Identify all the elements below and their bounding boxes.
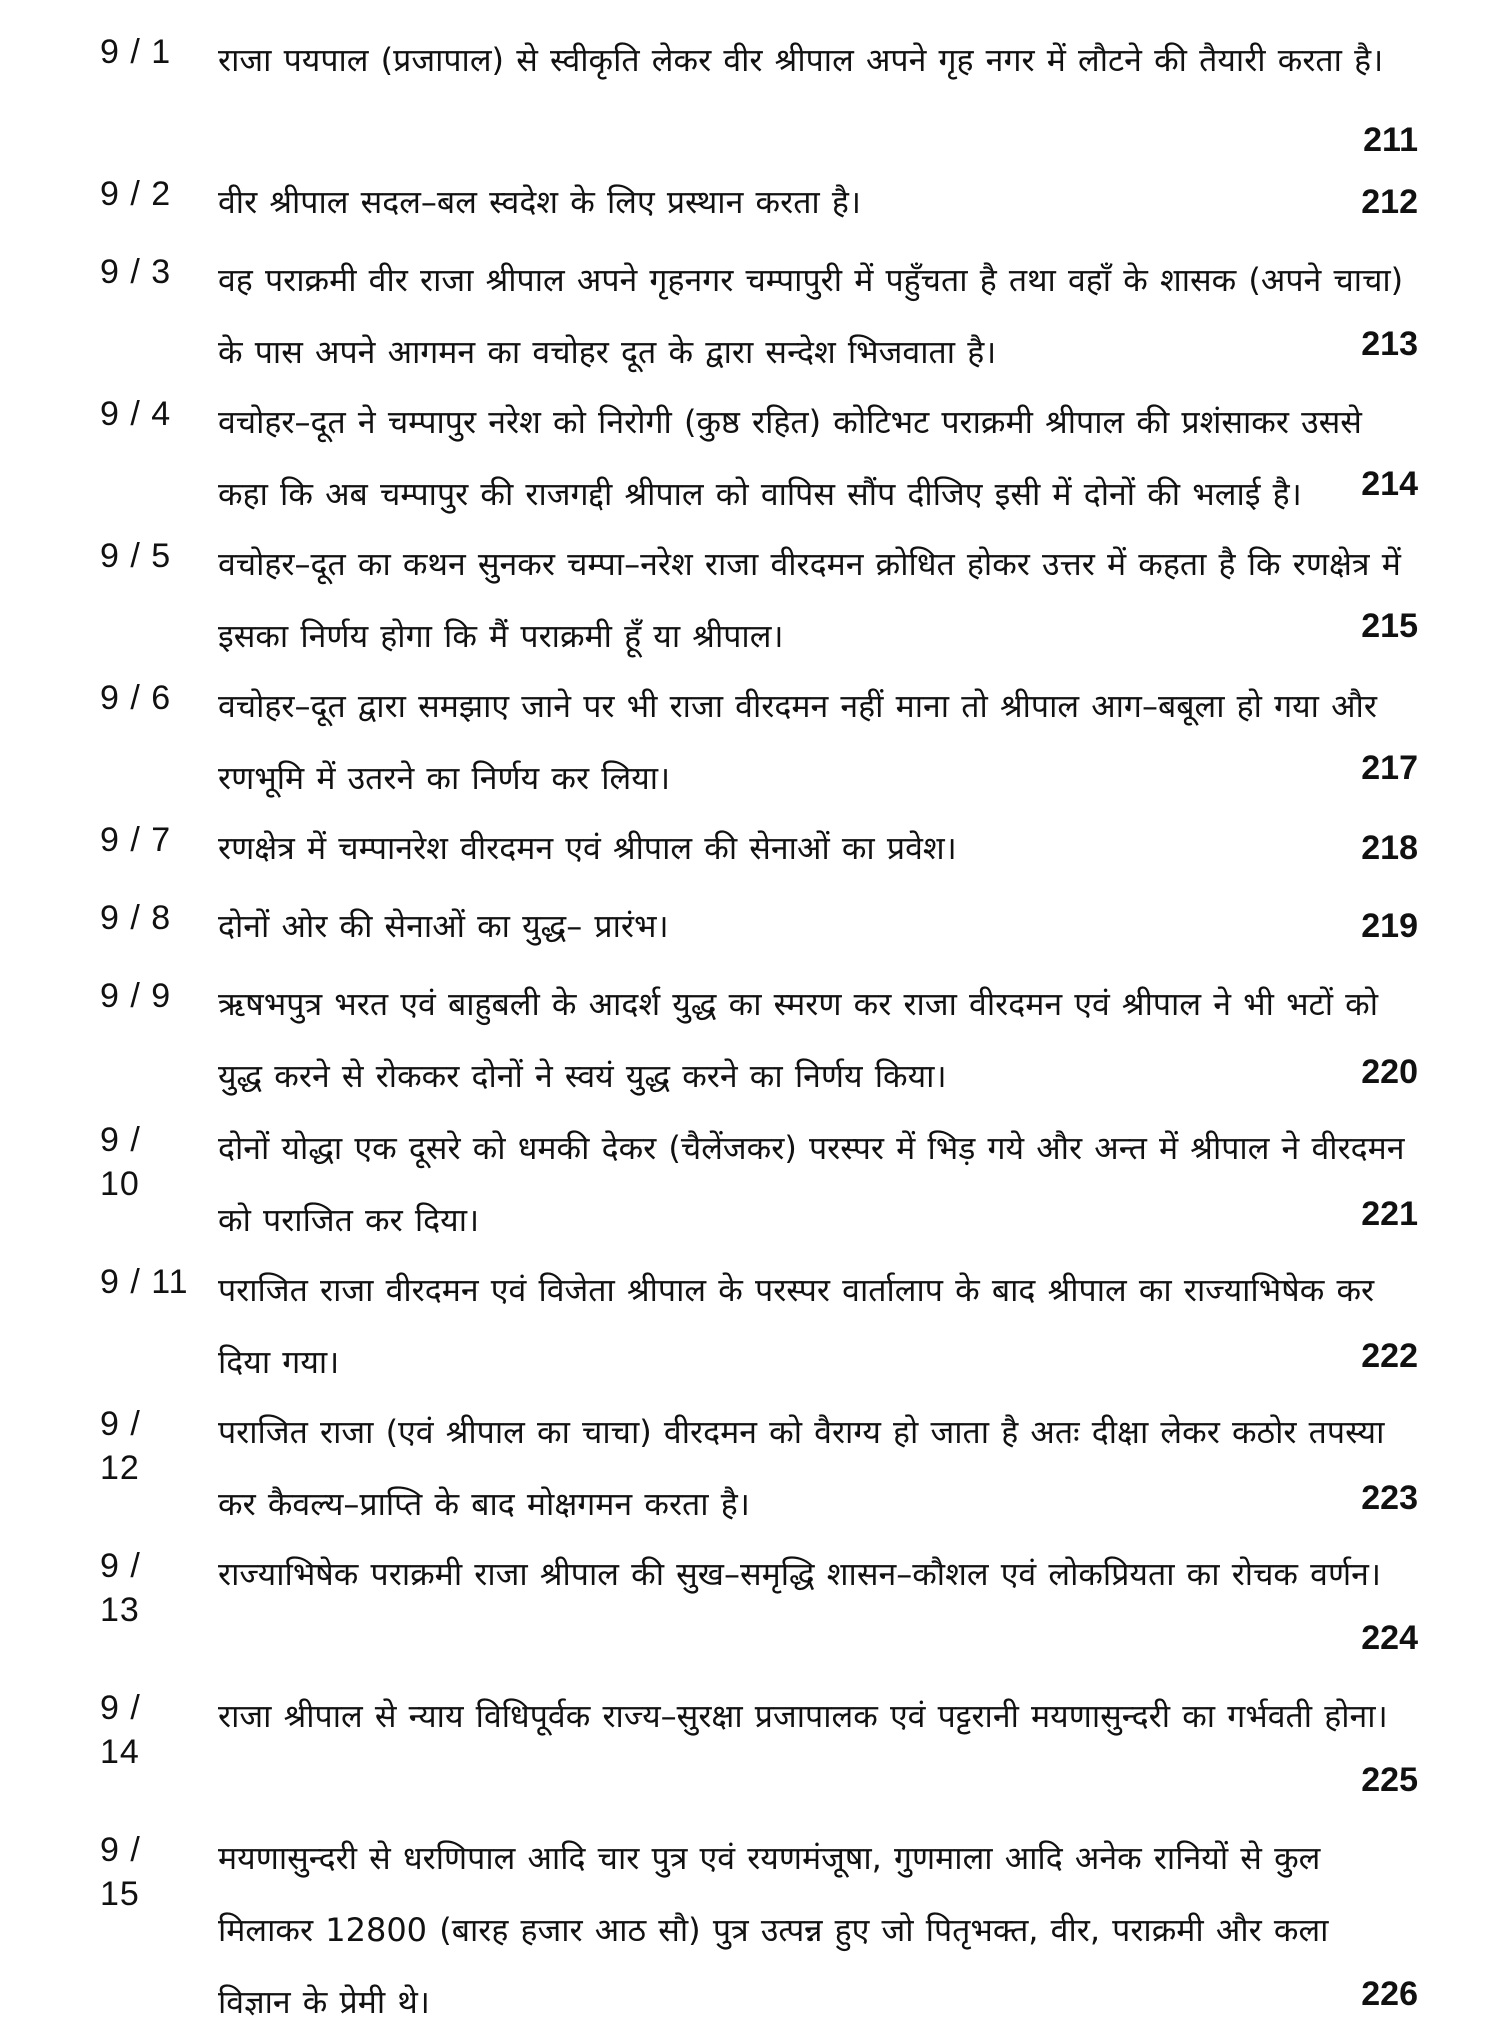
entry-number: 9 / 3 (100, 253, 172, 291)
entry-text: ऋषभपुत्र भरत एवं बाहुबली के आदर्श युद्ध का स्मरण कर राजा वीरदमन एवं श्रीपाल ने भी भटों को युद्ध करने से रोककर दोनों ने स्वयं युद्ध करने का निर्णय किया। (218, 985, 1379, 1095)
entry-page-number: 212 (1361, 183, 1418, 221)
entry-text: वह पराक्रमी वीर राजा श्रीपाल अपने गृहनगर चम्पापुरी में पहुँचता है तथा वहाँ के शासक (अपने चाचा) के पास अपने आगमन का वचोहर दूत के द्वारा सन्देश भिजवाता है। (218, 261, 1404, 371)
entry-page-number: 219 (1361, 907, 1418, 945)
entry-text: राज्याभिषेक पराक्रमी राजा श्रीपाल की सुख–समृद्धि शासन–कौशल एवं लोकप्रियता का रोचक वर्णन। (218, 1555, 1381, 1593)
entry-text: दोनों योद्धा एक दूसरे को धमकी देकर (चैलेंजकर) परस्पर में भिड़ गये और अन्त में श्रीपाल ने वीरदमन को पराजित कर दिया। (218, 1129, 1405, 1239)
entry-page-number: 226 (1361, 1975, 1418, 2013)
entry-number: 9 / 9 (100, 977, 172, 1015)
entry-page-number: 224 (1361, 1619, 1418, 1657)
entry-page-number: 214 (1361, 465, 1418, 503)
entry-number: 9 / 13 (100, 1547, 141, 1629)
entry-number: 9 / 7 (100, 821, 172, 859)
entry-page-number: 225 (1361, 1761, 1418, 1799)
entry-number: 9 / 12 (100, 1405, 141, 1487)
entry-page-number: 221 (1361, 1195, 1418, 1233)
entry-text: वीर श्रीपाल सदल–बल स्वदेश के लिए प्रस्थान करता है। (218, 183, 862, 221)
entry-text: मयणासुन्दरी से धरणिपाल आदि चार पुत्र एवं रयणमंजूषा, गुणमाला आदि अनेक रानियों से कुल मिलाकर 12800 (बारह हजार आठ सौ) पुत्र उत्पन्न हुए जो पितृभक्त, वीर, पराक्रमी और कला विज्ञान के प्रेमी थे। (218, 1839, 1329, 2021)
entry-number: 9 / 5 (100, 537, 172, 575)
entry-page-number: 213 (1361, 325, 1418, 363)
entry-text: वचोहर–दूत ने चम्पापुर नरेश को निरोगी (कुष्ठ रहित) कोटिभट पराक्रमी श्रीपाल की प्रशंसाकर उससे कहा कि अब चम्पापुर की राजगद्दी श्रीपाल को वापिस सौंप दीजिए इसी में दोनों की भलाई है। (218, 403, 1362, 513)
entry-page-number: 223 (1361, 1479, 1418, 1517)
entry-page-number: 217 (1361, 749, 1418, 787)
entry-page-number: 215 (1361, 607, 1418, 645)
entry-number: 9 / 10 (100, 1121, 141, 1203)
entry-number: 9 / 14 (100, 1689, 141, 1771)
entry-number: 9 / 4 (100, 395, 172, 433)
entry-number: 9 / 15 (100, 1831, 141, 1913)
entry-text: वचोहर–दूत का कथन सुनकर चम्पा–नरेश राजा वीरदमन क्रोधित होकर उत्तर में कहता है कि रणक्षेत्र में इसका निर्णय होगा कि मैं पराक्रमी हूँ या श्रीपाल। (218, 545, 1401, 655)
entry-number: 9 / 8 (100, 899, 172, 937)
entry-page-number: 222 (1361, 1337, 1418, 1375)
entry-number: 9 / 11 (100, 1263, 189, 1301)
entry-text: राजा श्रीपाल से न्याय विधिपूर्वक राज्य–सुरक्षा प्रजापालक एवं पट्टरानी मयणासुन्दरी का गर्भवती होना। (218, 1697, 1388, 1735)
entry-text: राजा पयपाल (प्रजापाल) से स्वीकृति लेकर वीर श्रीपाल अपने गृह नगर में लौटने की तैयारी करता है। (218, 41, 1384, 79)
entry-page-number: 220 (1361, 1053, 1418, 1091)
entry-text: दोनों ओर की सेनाओं का युद्ध– प्रारंभ। (218, 907, 669, 945)
entry-text: रणक्षेत्र में चम्पानरेश वीरदमन एवं श्रीपाल की सेनाओं का प्रवेश। (218, 829, 957, 867)
entry-number: 9 / 2 (100, 175, 172, 213)
entry-number: 9 / 6 (100, 679, 172, 717)
entry-text: पराजित राजा (एवं श्रीपाल का चाचा) वीरदमन को वैराग्य हो जाता है अतः दीक्षा लेकर कठोर तपस्या कर कैवल्य–प्राप्ति के बाद मोक्षगमन करता है। (218, 1413, 1385, 1523)
entry-page-number: 218 (1361, 829, 1418, 867)
entry-number: 9 / 1 (100, 33, 172, 71)
entry-text: वचोहर–दूत द्वारा समझाए जाने पर भी राजा वीरदमन नहीं माना तो श्रीपाल आग–बबूला हो गया और रणभूमि में उतरने का निर्णय कर लिया। (218, 687, 1377, 797)
entry-page-number: 211 (1363, 121, 1418, 159)
entry-text: पराजित राजा वीरदमन एवं विजेता श्रीपाल के परस्पर वार्तालाप के बाद श्रीपाल का राज्याभिषेक कर दिया गया। (218, 1271, 1375, 1381)
